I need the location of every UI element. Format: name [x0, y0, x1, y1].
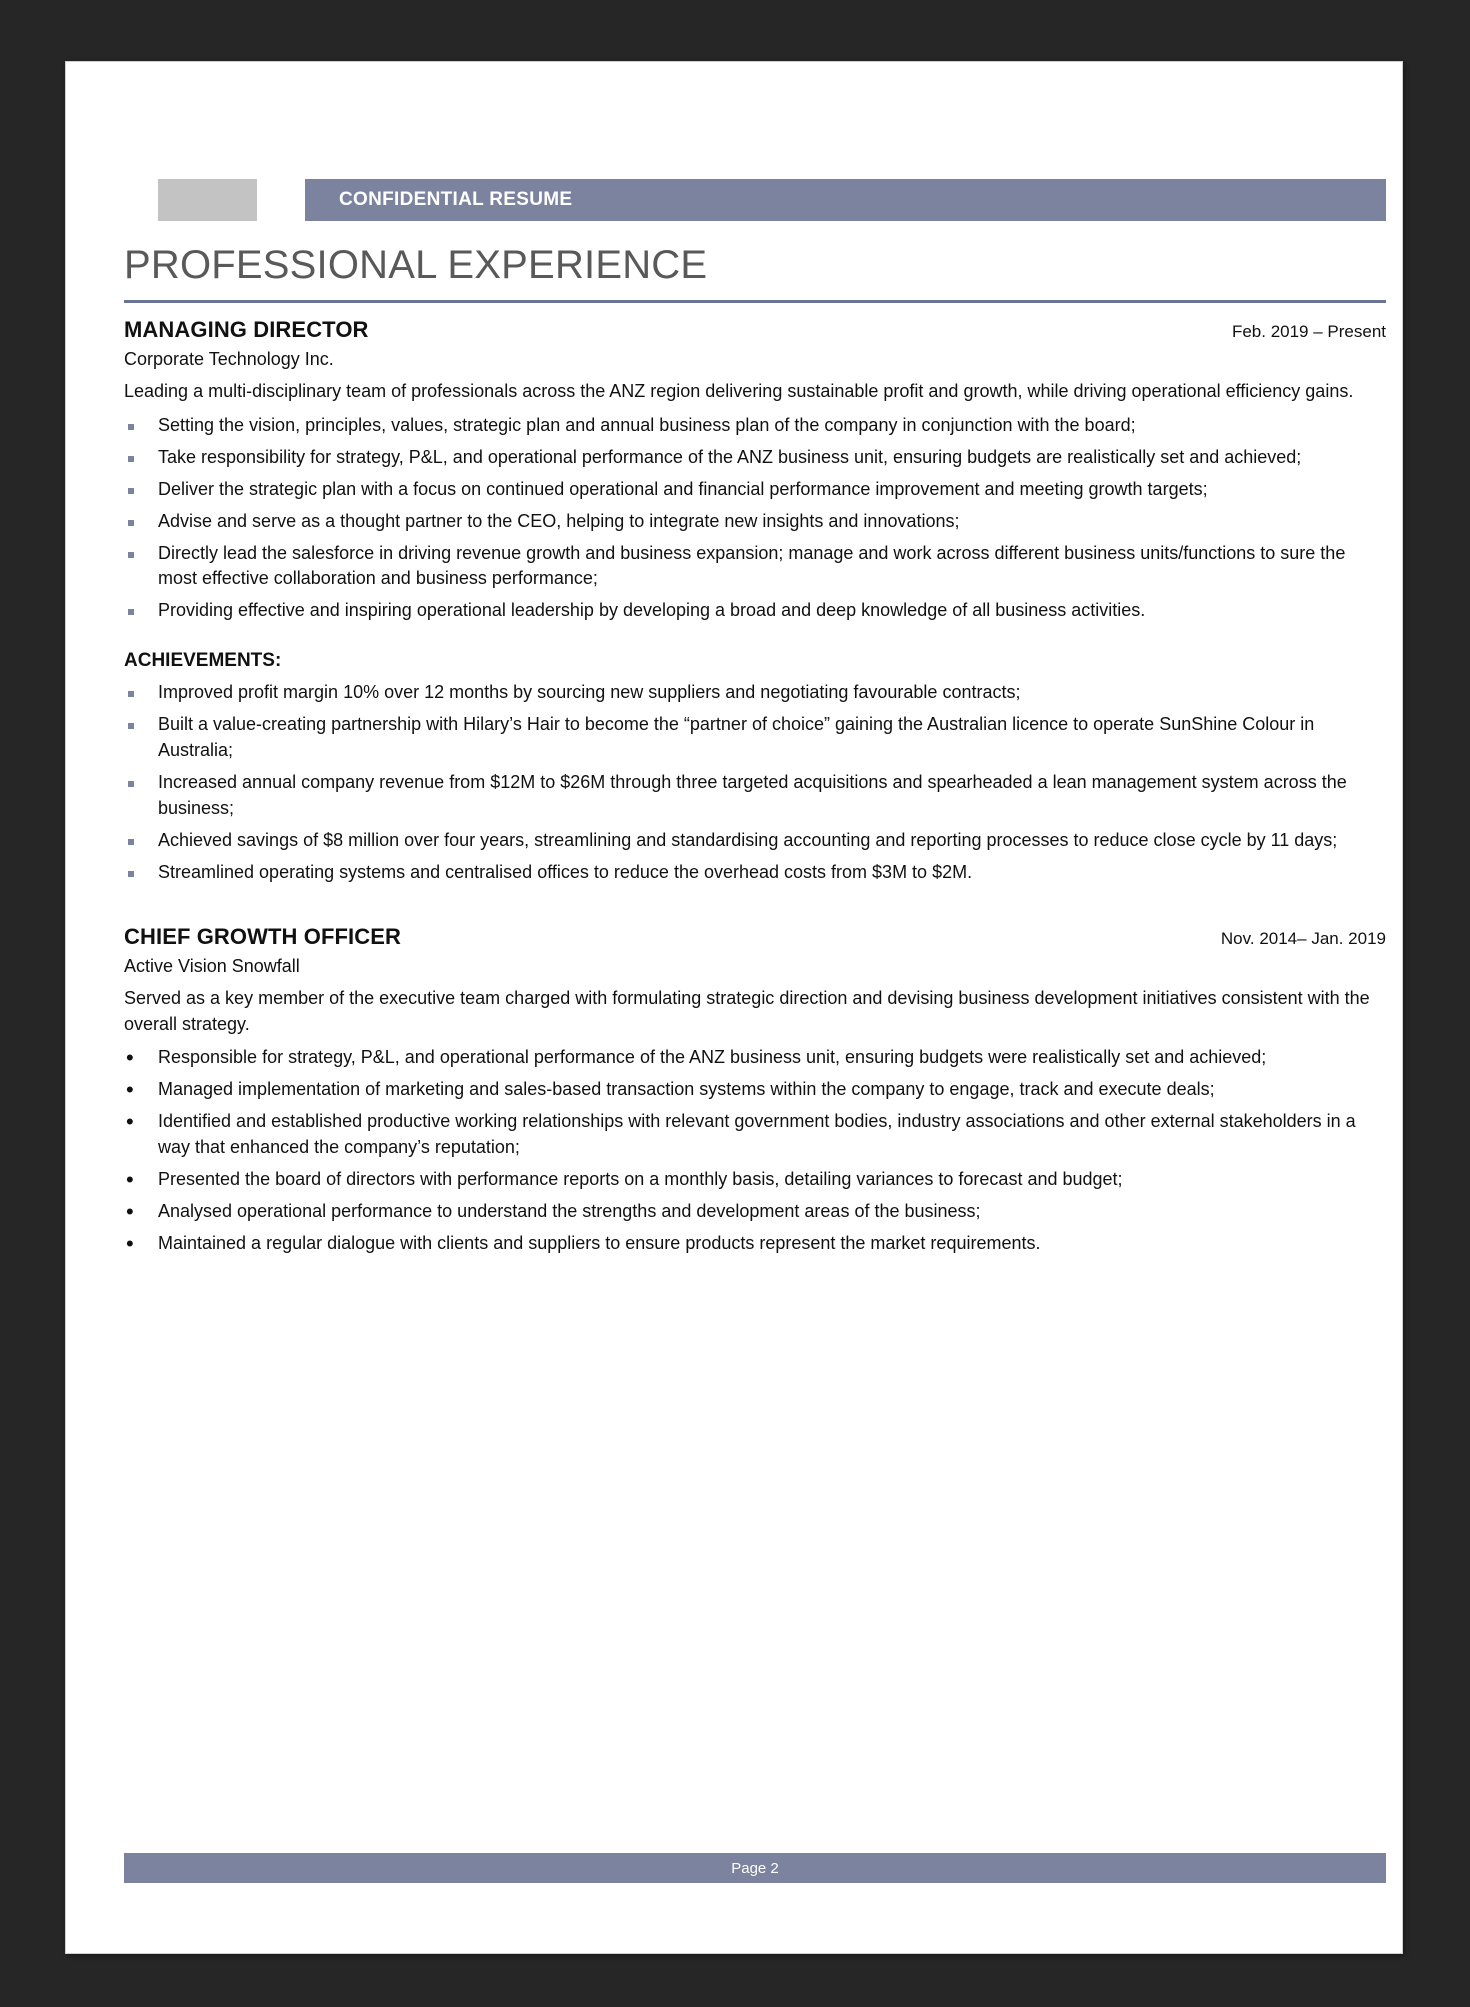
- list-item: • Maintained a regular dialogue with clients and suppliers to ensure products represent the market requirements.: [124, 1231, 1386, 1257]
- list-item: Setting the vision, principles, values, strategic plan and annual business plan of the company in conjunction with the board;: [124, 413, 1386, 439]
- job-dates: Nov. 2014– Jan. 2019: [1220, 928, 1386, 948]
- list-item: Take responsibility for strategy, P&L, and operational performance of the ANZ business unit, ensuring budgets are realistically set and achieved;: [124, 445, 1386, 471]
- list-item: Built a value-creating partnership with Hilary’s Hair to become the “partner of choice” gaining the Australian licence to operate SunShine Colour in Australia;: [124, 712, 1386, 764]
- list-item: • Identified and established productive working relationships with relevant government bodies, industry associations and other external stakeholders in a way that enhanced the company’s reputation;: [124, 1109, 1386, 1161]
- document-page: [66, 62, 1402, 1953]
- list-item: Directly lead the salesforce in driving revenue growth and business expansion; manage and work across different business units/functions to sure the most effective collaboration and business performance;: [124, 541, 1386, 593]
- page-footer: [124, 1853, 1386, 1883]
- list-item: • Responsible for strategy, P&L, and operational performance of the ANZ business unit, ensuring budgets were realistically set and achieved;: [124, 1045, 1386, 1071]
- list-item: • Presented the board of directors with performance reports on a monthly basis, detailing variances to forecast and budget;: [124, 1167, 1386, 1193]
- list-item: • Analysed operational performance to understand the strengths and development areas of the business;: [124, 1199, 1386, 1225]
- job-company: Corporate Technology Inc.: [124, 349, 334, 369]
- achievements-heading: ACHIEVEMENTS:: [124, 650, 282, 672]
- list-item: Advise and serve as a thought partner to the CEO, helping to integrate new insights and innovations;: [124, 509, 1386, 535]
- list-item: Streamlined operating systems and centralised offices to reduce the overhead costs from $3M to $2M.: [124, 860, 1386, 886]
- header-gray-placeholder-block: [158, 179, 257, 221]
- job-header-row: [124, 924, 1386, 950]
- job-summary: Leading a multi-disciplinary team of professionals across the ANZ region delivering sustainable profit and growth, while driving operational efficiency gains.: [124, 381, 1354, 401]
- job-entry: [124, 924, 1386, 1257]
- page-number-label: Page 2: [731, 1859, 779, 1877]
- experience-content: [124, 317, 1386, 1263]
- confidential-label: CONFIDENTIAL RESUME: [339, 189, 573, 210]
- list-item: Deliver the strategic plan with a focus on continued operational and financial performance improvement and meeting growth targets;: [124, 477, 1386, 503]
- job-responsibilities-list: [124, 413, 1386, 624]
- job-header-row: [124, 317, 1386, 343]
- job-entry: [124, 317, 1386, 886]
- list-item: Achieved savings of $8 million over four years, streamlining and standardising accounting and reporting processes to reduce close cycle by 11 days;: [124, 828, 1386, 854]
- job-achievements-list: [124, 680, 1386, 885]
- list-item: Increased annual company revenue from $12M to $26M through three targeted acquisitions and spearheaded a lean management system across the business;: [124, 770, 1386, 822]
- job-summary: Served as a key member of the executive team charged with formulating strategic direction and devising business development initiatives consistent with the overall strategy.: [124, 987, 1370, 1034]
- page-title: PROFESSIONAL EXPERIENCE: [124, 243, 708, 287]
- job-title: CHIEF GROWTH OFFICER: [124, 923, 401, 949]
- list-item: • Managed implementation of marketing and sales-based transaction systems within the company to engage, track and execute deals;: [124, 1077, 1386, 1103]
- list-item: Improved profit margin 10% over 12 months by sourcing new suppliers and negotiating favourable contracts;: [124, 680, 1386, 706]
- job-responsibilities-list: [124, 1045, 1386, 1256]
- job-title: MANAGING DIRECTOR: [124, 317, 369, 342]
- section-divider: [124, 300, 1386, 303]
- job-company: Active Vision Snowfall: [124, 955, 300, 976]
- confidential-banner: [305, 179, 1386, 221]
- job-dates: Feb. 2019 – Present: [1231, 322, 1386, 341]
- list-item: Providing effective and inspiring operational leadership by developing a broad and deep knowledge of all business activities.: [124, 598, 1386, 624]
- page-header: [66, 62, 1402, 210]
